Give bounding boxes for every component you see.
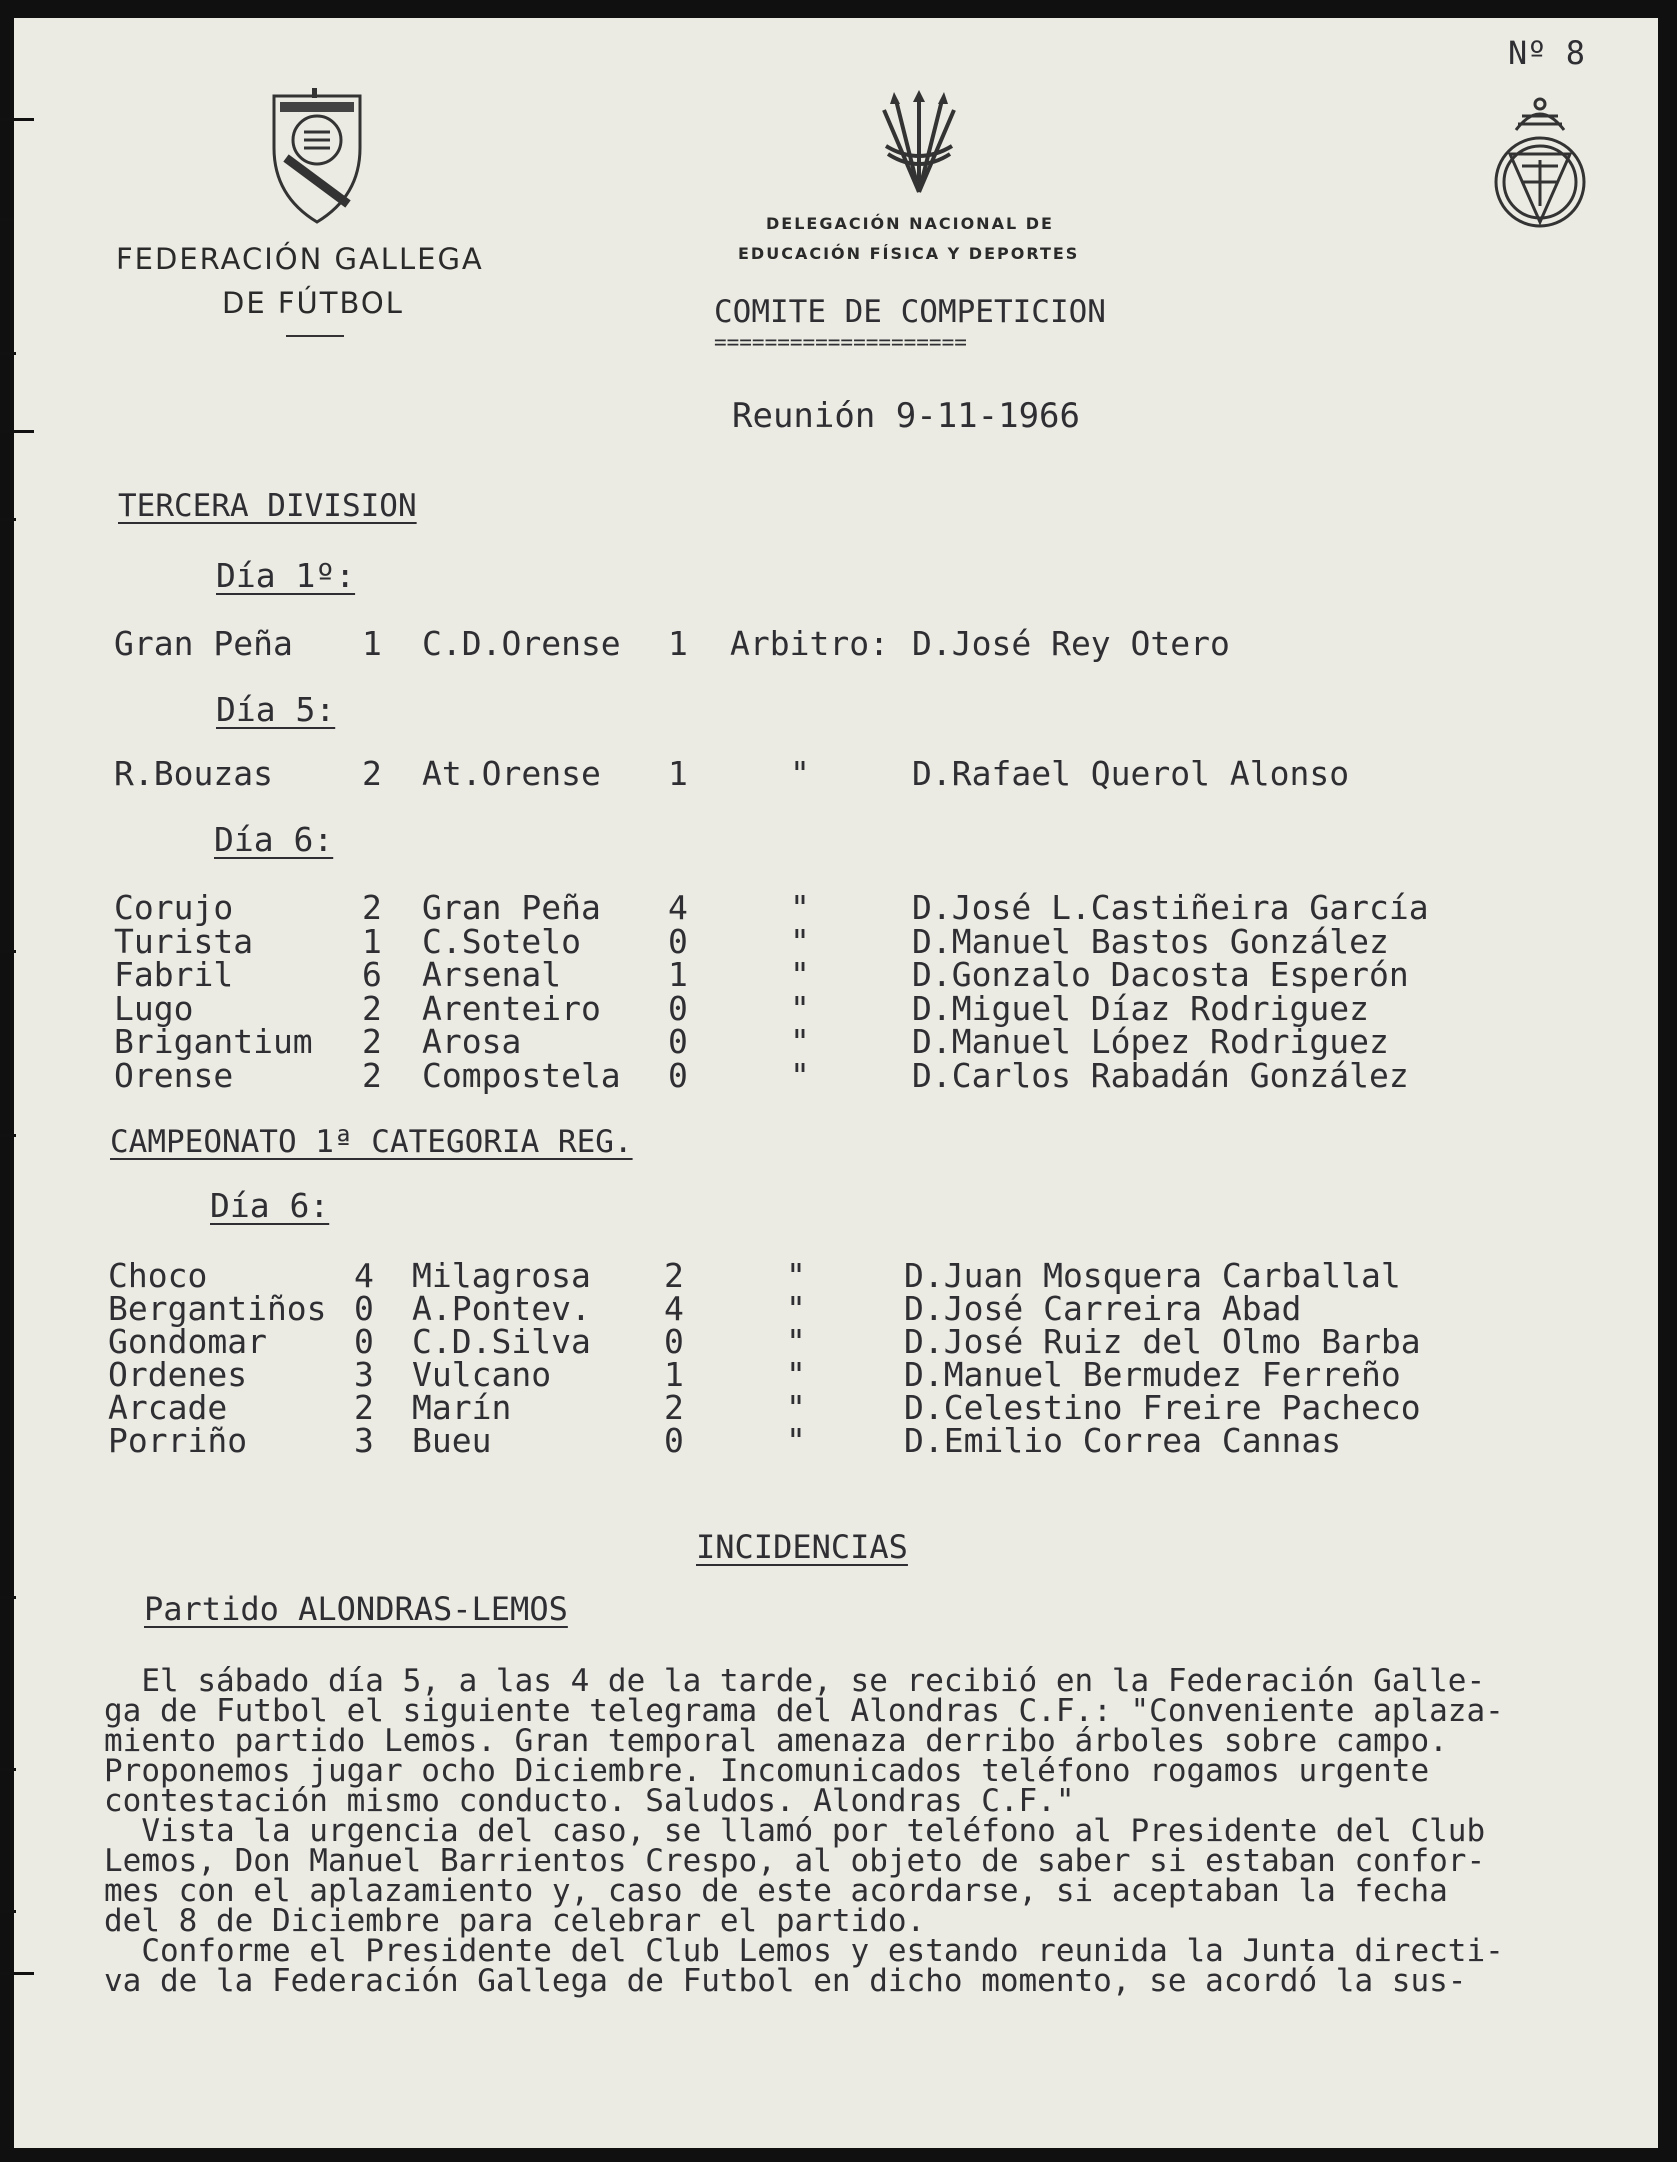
meeting-date: Reunión 9-11-1966 [732, 396, 1080, 436]
away-team: Milagrosa [412, 1256, 591, 1295]
margin-mark [0, 518, 16, 521]
margin-mark [0, 1910, 16, 1913]
referee-name: D.Rafael Querol Alonso [912, 754, 1350, 793]
home-score: 3 [354, 1421, 374, 1460]
home-team: Bergantiños [108, 1289, 327, 1328]
home-team: R.Bouzas [114, 754, 273, 793]
away-score: 4 [668, 888, 688, 927]
home-score: 2 [354, 1388, 374, 1427]
margin-mark [0, 352, 16, 355]
federation-underline [286, 335, 344, 337]
ditto-mark: " [790, 754, 810, 793]
home-score: 2 [362, 754, 382, 793]
paragraph-line: va de la Federación Gallega de Futbol en dicho momento, se acordó la sus- [104, 1963, 1467, 1999]
away-team: Compostela [422, 1055, 621, 1095]
away-score: 2 [664, 1388, 684, 1427]
home-team: Porriño [108, 1421, 248, 1460]
paragraph-line: mes con el aplazamiento y, caso de este acordarse, si aceptaban la fecha [104, 1873, 1448, 1909]
referee-name: D.Celestino Freire Pacheco [904, 1388, 1421, 1427]
ditto-mark: " [786, 1289, 806, 1328]
away-score: 0 [664, 1421, 684, 1460]
home-team: Corujo [114, 888, 234, 927]
ditto-mark: " [786, 1256, 806, 1295]
incidencias-subtitle: Partido ALONDRAS-LEMOS [144, 1590, 568, 1628]
away-score: 0 [668, 1055, 688, 1095]
away-team: Marín [412, 1388, 512, 1427]
paragraph-line: Lemos, Don Manuel Barrientos Crespo, al objeto de saber si estaban confor- [104, 1843, 1486, 1879]
home-team: Gran Peña [114, 624, 293, 663]
margin-mark [0, 1134, 16, 1137]
away-score: 0 [668, 921, 688, 961]
ditto-mark: Arbitro: [730, 624, 889, 663]
home-score: 2 [362, 988, 382, 1028]
ditto-mark: " [790, 988, 810, 1028]
margin-mark [0, 1972, 34, 1975]
day-label: Día 1º: [216, 556, 356, 595]
paragraph-line: ga de Futbol el siguiente telegrama del Alondras C.F.: "Conveniente aplaza- [104, 1693, 1504, 1729]
margin-mark [0, 1596, 16, 1599]
away-score: 1 [668, 754, 688, 793]
day-label: Día 6: [210, 1186, 330, 1225]
paragraph-line: Vista la urgencia del caso, se llamó por teléfono al Presidente del Club [104, 1813, 1486, 1849]
ditto-mark: " [786, 1355, 806, 1394]
page-number: Nº 8 [1508, 34, 1586, 72]
away-score: 4 [664, 1289, 684, 1328]
away-team: Arsenal [422, 955, 562, 994]
ditto-mark: " [786, 1388, 806, 1427]
home-team: Brigantium [114, 1022, 313, 1061]
away-score: 1 [668, 624, 688, 663]
section-title-campeonato: CAMPEONATO 1ª CATEGORIA REG. [110, 1124, 633, 1160]
federation-shield-logo [268, 88, 366, 228]
home-score: 6 [362, 955, 382, 994]
referee-name: D.Juan Mosquera Carballal [904, 1256, 1401, 1295]
home-score: 2 [362, 1022, 382, 1061]
incidencias-title: INCIDENCIAS [696, 1528, 908, 1566]
away-team: At.Orense [422, 754, 601, 793]
home-team: Orense [114, 1055, 234, 1095]
away-score: 1 [668, 955, 688, 994]
home-score: 2 [362, 888, 382, 927]
delegation-line2: EDUCACIÓN FÍSICA Y DEPORTES [738, 244, 1080, 263]
ditto-mark: " [786, 1322, 806, 1361]
away-team: C.D.Orense [422, 624, 621, 663]
ditto-mark: " [790, 888, 810, 927]
away-team: A.Pontev. [412, 1289, 591, 1328]
away-score: 2 [664, 1256, 684, 1295]
away-score: 0 [668, 1022, 688, 1061]
day-label: Día 5: [216, 690, 336, 729]
away-score: 1 [664, 1355, 684, 1394]
ditto-mark: " [790, 955, 810, 994]
away-team: C.Sotelo [422, 921, 581, 961]
home-team: Fabril [114, 955, 234, 994]
away-score: 0 [664, 1322, 684, 1361]
margin-mark [0, 1768, 16, 1771]
home-score: 0 [354, 1289, 374, 1328]
paragraph-line: Conforme el Presidente del Club Lemos y estando reunida la Junta directi- [104, 1933, 1504, 1969]
home-team: Arcade [108, 1388, 228, 1427]
ditto-mark: " [790, 1022, 810, 1061]
referee-name: D.Manuel Bastos González [912, 921, 1389, 961]
away-team: C.D.Silva [412, 1322, 591, 1361]
margin-mark [0, 218, 14, 221]
home-score: 0 [354, 1322, 374, 1361]
paragraph-line: El sábado día 5, a las 4 de la tarde, se recibió en la Federación Galle- [104, 1663, 1486, 1699]
referee-name: D.José Ruiz del Olmo Barba [904, 1322, 1421, 1361]
margin-mark [0, 118, 34, 121]
paragraph-line: miento partido Lemos. Gran temporal amenaza derribo árboles sobre campo. [104, 1723, 1448, 1759]
paragraph-line: Proponemos jugar ocho Diciembre. Incomunicados teléfono rogamos urgente [104, 1753, 1430, 1789]
home-team: Gondomar [108, 1322, 267, 1361]
referee-name: D.José Carreira Abad [904, 1289, 1302, 1328]
margin-mark [0, 430, 34, 433]
away-score: 0 [668, 988, 688, 1028]
home-score: 2 [362, 1055, 382, 1095]
away-team: Arosa [422, 1022, 522, 1061]
federation-name-line2: DE FÚTBOL [222, 286, 404, 320]
away-team: Gran Peña [422, 888, 601, 927]
paragraph-line: del 8 de Diciembre para celebrar el partido. [104, 1903, 926, 1939]
referee-name: D.Miguel Díaz Rodriguez [912, 988, 1369, 1028]
committee-rule: ==================== [714, 330, 967, 354]
referee-name: D.Gonzalo Dacosta Esperón [912, 955, 1409, 994]
referee-name: D.José L.Castiñeira García [912, 888, 1429, 927]
home-team: Choco [108, 1256, 208, 1295]
away-team: Vulcano [412, 1355, 552, 1394]
referee-name: D.Manuel Bermudez Ferreño [904, 1355, 1401, 1394]
home-team: Lugo [114, 988, 194, 1028]
home-score: 1 [362, 624, 382, 663]
delegation-line1: DELEGACIÓN NACIONAL DE [766, 214, 1054, 233]
referee-name: D.Emilio Correa Cannas [904, 1421, 1342, 1460]
day-label: Día 6: [214, 820, 334, 859]
home-score: 1 [362, 921, 382, 961]
paragraph-line: contestación mismo conducto. Saludos. Alondras C.F." [104, 1783, 1075, 1819]
referee-name: D.Carlos Rabadán González [912, 1055, 1409, 1095]
ditto-mark: " [790, 921, 810, 961]
home-score: 4 [354, 1256, 374, 1295]
ditto-mark: " [786, 1421, 806, 1460]
referee-name: D.Manuel López Rodriguez [912, 1022, 1389, 1061]
home-team: Ordenes [108, 1355, 248, 1394]
crowned-crest-emblem [1488, 94, 1592, 238]
away-team: Bueu [412, 1421, 492, 1460]
committee-title: COMITE DE COMPETICION [714, 294, 1106, 330]
referee-name: D.José Rey Otero [912, 624, 1230, 663]
home-team: Turista [114, 921, 254, 961]
home-score: 3 [354, 1355, 374, 1394]
section-title-tercera: TERCERA DIVISION [118, 488, 417, 524]
margin-mark [0, 950, 16, 953]
yoke-arrows-emblem [876, 88, 962, 196]
ditto-mark: " [790, 1055, 810, 1095]
federation-name-line1: FEDERACIÓN GALLEGA [116, 242, 484, 276]
away-team: Arenteiro [422, 988, 601, 1028]
